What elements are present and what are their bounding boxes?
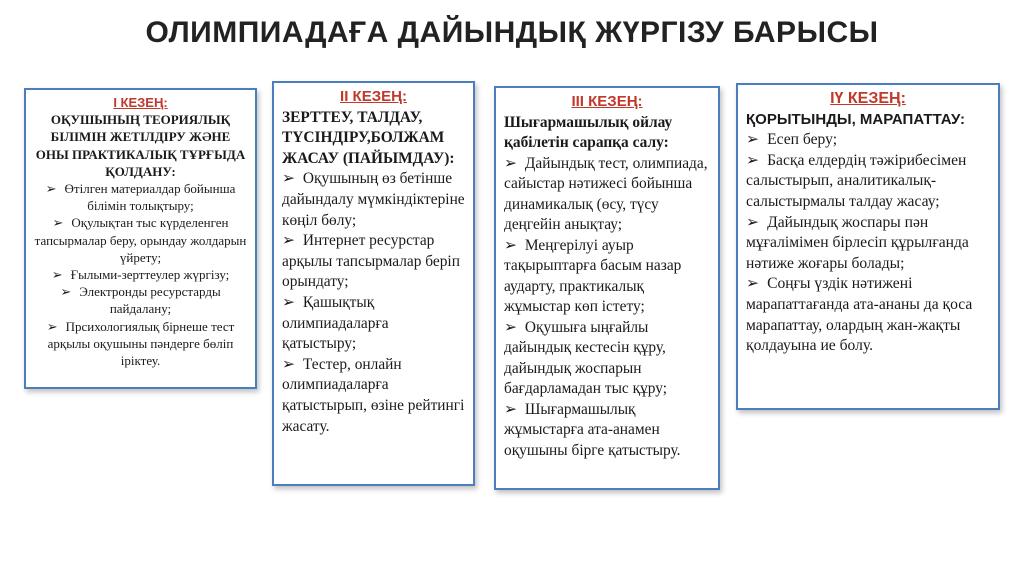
stage-list xyxy=(746,130,990,357)
arrow-right-icon: ➢ xyxy=(51,267,63,283)
list-item: ➢ Дайындық тест, олимпиада, сайыстар нәтижесі бойынша динамикалық (өсу, түсу деңгейін анықтау; xyxy=(504,154,708,233)
list-item: ➢ Өтілген материалдар бойынша білімін толықтыру; xyxy=(45,181,236,214)
stage-list xyxy=(34,180,247,369)
stage-heading: ҚОРЫТЫНДЫ, МАРАПАТТАУ: xyxy=(746,110,966,128)
list-item: ➢ Тестер, онлайн олимпиадаларға қатыстырып, өзіне рейтингі жасату. xyxy=(282,355,465,435)
stage-card-4 xyxy=(736,83,1000,410)
arrow-right-icon: ➢ xyxy=(504,236,517,254)
stage-heading: ОҚУШЫНЫҢ ТЕОРИЯЛЫҚ БІЛІМІН ЖЕТІЛДІРУ ЖӘНЕ ОНЫ ПРАКТИКАЛЫҚ ТҰРҒЫДА ҚОЛДАНУ: xyxy=(35,112,246,179)
list-item: ➢ Шығармашылық жұмыстарға ата-анамен оқушыны бірге қатыстыру. xyxy=(504,400,681,459)
arrow-right-icon: ➢ xyxy=(282,355,295,373)
list-item: ➢ Прсихологиялық бірнеше тест арқылы оқушыны пәндерге бөліп іріктеу. xyxy=(46,318,235,369)
list-item: ➢ Оқулықтан тыс күрделенген тапсырмалар беру, орындау жолдарын үйрету; xyxy=(34,215,247,265)
arrow-right-icon: ➢ xyxy=(504,318,517,336)
page-title: ОЛИМПИАДАҒА ДАЙЫНДЫҚ ЖҮРГІЗУ БАРЫСЫ xyxy=(145,16,879,49)
stage-label: ІІІ КЕЗЕҢ: xyxy=(571,93,643,110)
stage-card-3 xyxy=(494,86,720,490)
list-item: ➢ Электронды ресурстарды пайдалану; xyxy=(60,284,221,317)
stage-list xyxy=(282,169,465,437)
stage-label: ІІ КЕЗЕҢ: xyxy=(340,88,407,105)
stage-card-2 xyxy=(272,81,475,486)
stage-heading: ЗЕРТТЕУ, ТАЛДАУ, ТҮСІНДІРУ,БОЛЖАМ ЖАСАУ (ПАЙЫМДАУ): xyxy=(282,108,455,167)
arrow-right-icon: ➢ xyxy=(746,151,760,169)
stage-heading: Шығармашылық ойлау қабілетін сарапқа салу: xyxy=(504,113,673,151)
arrow-right-icon: ➢ xyxy=(746,131,760,149)
list-item: ➢ Оқушыға ыңғайлы дайындық кестесін құру, дайындық жоспарын бағдарламадан тыс құру; xyxy=(504,318,668,397)
stage-label: ІҮ КЕЗЕҢ: xyxy=(830,90,906,107)
list-item: ➢ Басқа елдердің тәжірибесімен салыстырып, аналитикалық-салыстырмалы талдау жасау; xyxy=(746,151,967,210)
arrow-right-icon: ➢ xyxy=(45,181,57,197)
arrow-right-icon: ➢ xyxy=(504,400,517,418)
stage-card-1 xyxy=(24,88,257,389)
list-item: ➢ Ғылыми-зерттеулер жүргізу; xyxy=(51,267,230,283)
list-item: ➢ Интернет ресурстар арқылы тапсырмалар беріп орындату; xyxy=(282,232,460,291)
arrow-right-icon: ➢ xyxy=(46,318,58,334)
list-item: ➢ Соңғы үздік нәтижені марапаттағанда ата-ананы да қоса марапаттау, олардың жан-жақты қолдауына ие болу. xyxy=(746,275,973,355)
arrow-right-icon: ➢ xyxy=(282,170,295,188)
arrow-right-icon: ➢ xyxy=(60,284,72,300)
arrow-right-icon: ➢ xyxy=(282,293,295,311)
list-item: ➢ Дайындық жоспары пән мұғалімімен бірлесіп құрылғанда нәтиже жоғары болады; xyxy=(746,213,969,272)
arrow-right-icon: ➢ xyxy=(504,154,517,172)
list-item: ➢ Есеп беру; xyxy=(746,131,838,149)
arrow-right-icon: ➢ xyxy=(746,213,760,231)
arrow-right-icon: ➢ xyxy=(282,232,295,250)
stage-label: І КЕЗЕҢ: xyxy=(113,95,168,110)
stage-list xyxy=(504,154,710,462)
arrow-right-icon: ➢ xyxy=(52,215,64,231)
list-item: ➢ Меңгерілуі ауыр тақырыптарға басым назар аударту, практикалық жұмыстар көп істету; xyxy=(504,236,682,315)
list-item: ➢ Оқушының өз бетінше дайындалу мүмкіндіктеріне көңіл бөлу; xyxy=(282,170,465,229)
list-item: ➢ Қашықтық олимпиадаларға қатыстыру; xyxy=(282,293,389,353)
arrow-right-icon: ➢ xyxy=(746,275,760,293)
